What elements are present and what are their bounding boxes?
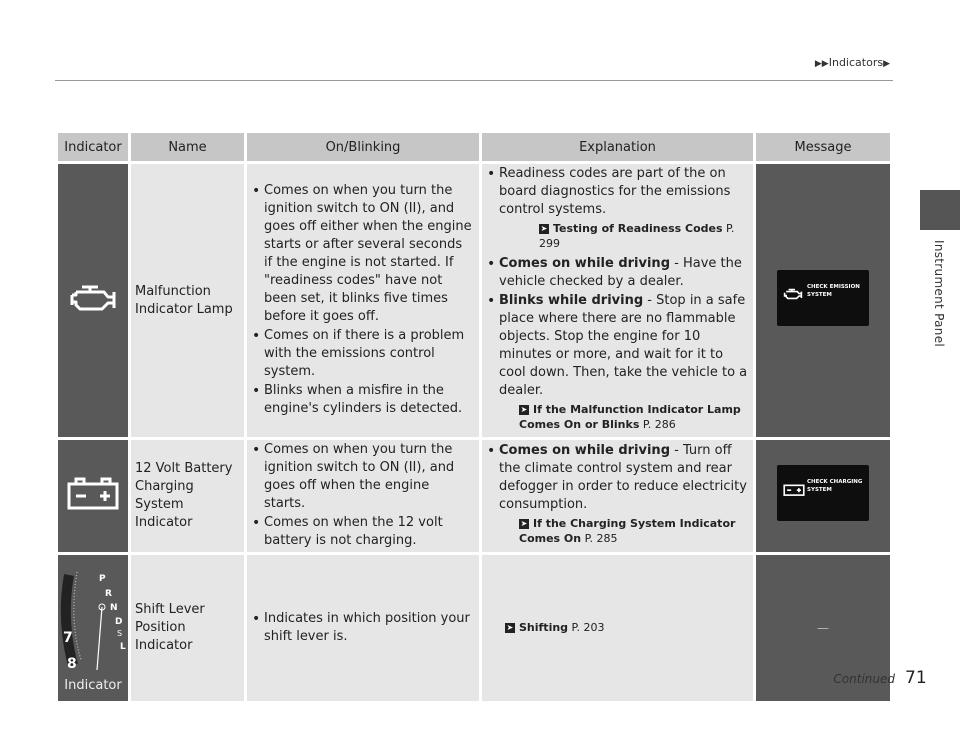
table-row — [58, 440, 890, 552]
explanation-bold: Blinks while driving — [499, 293, 644, 308]
on-blinking-cell — [247, 164, 479, 437]
message-display — [777, 465, 869, 521]
battery-icon — [66, 476, 120, 510]
header-indicator: Indicator — [58, 133, 128, 161]
indicator-cell — [58, 555, 128, 701]
cross-reference[interactable] — [499, 221, 748, 251]
header-name: Name — [131, 133, 244, 161]
check-engine-icon — [783, 287, 803, 301]
table-header-row — [58, 133, 890, 161]
explanation-bold: Comes on while driving — [499, 256, 670, 271]
explanation-text: Readiness codes are part of the on board diagnostics for the emissions control systems. — [499, 166, 731, 217]
reference-page: P. 286 — [642, 418, 676, 431]
explanation-bold: Comes on while driving — [499, 443, 670, 458]
gauge-letter: L — [120, 642, 126, 652]
name-cell: 12 Volt Battery Charging System Indicator — [131, 440, 244, 552]
reference-arrow-icon: ➤ — [520, 519, 528, 528]
message-cell — [756, 164, 890, 437]
table-row — [58, 164, 890, 437]
reference-title: If the Malfunction Indicator Lamp Comes On or Blinks — [519, 403, 741, 431]
section-tab — [920, 190, 960, 230]
list-item — [483, 442, 748, 546]
no-message: — — [817, 620, 829, 635]
page-number: 71 — [905, 668, 927, 688]
list-item — [483, 292, 748, 432]
cross-reference[interactable] — [483, 620, 752, 635]
list-item — [483, 165, 748, 251]
name-cell: Shift Lever Position Indicator — [131, 555, 244, 701]
explanation-text: - Stop in a safe place where there are no flammable objects. Stop the engine for 10 minutes or more, and wait for it to cool down. Then, take the vehicle to a dealer. — [499, 293, 748, 398]
cross-reference[interactable] — [499, 402, 748, 432]
indicators-table — [55, 130, 893, 704]
header-explanation: Explanation — [482, 133, 753, 161]
check-engine-icon — [68, 281, 118, 315]
header-divider — [55, 80, 893, 81]
reference-page: P. 285 — [584, 532, 618, 545]
reference-title: If the Charging System Indicator Comes On — [519, 517, 736, 545]
indicator-cell — [58, 440, 128, 552]
cross-reference[interactable] — [499, 516, 748, 546]
gauge-letter: R — [105, 589, 112, 599]
battery-icon — [783, 482, 805, 496]
on-blinking-cell — [247, 555, 479, 701]
explanation-cell — [482, 164, 753, 437]
gauge-letter: N — [110, 603, 118, 613]
reference-title: Shifting — [519, 620, 569, 634]
explanation-text: - Turn off the climate control system and rear defogger in order to reduce electricity consumption. — [499, 443, 747, 512]
name-cell: Malfunction Indicator Lamp — [131, 164, 244, 437]
reference-page: P. 299 — [539, 222, 735, 250]
gauge-letter: D — [115, 617, 123, 627]
table-row — [58, 555, 890, 701]
breadcrumb-text: Indicators — [828, 56, 884, 69]
message-cell — [756, 440, 890, 552]
indicator-cell — [58, 164, 128, 437]
explanation-cell — [482, 440, 753, 552]
message-text: CHECK EMISSION SYSTEM — [807, 283, 860, 298]
header-on-blinking: On/Blinking — [247, 133, 479, 161]
continued-label: Continued — [833, 672, 895, 686]
list-item: • Comes on when the 12 volt battery is not charging. — [248, 514, 474, 550]
gauge-letter: P — [99, 574, 106, 584]
gauge-letter: S — [117, 629, 123, 638]
shift-gauge-icon — [59, 560, 129, 670]
on-blinking-cell — [247, 440, 479, 552]
message-display — [777, 270, 869, 326]
list-item: • Comes on if there is a problem with the emissions control system. — [248, 327, 474, 381]
list-item: • Comes on when you turn the ignition switch to ON (II), and goes off either when the engine starts or after several seconds if the engine is not started. If "readiness codes" have not been set, it blinks five times before it goes off. — [248, 182, 474, 326]
reference-arrow-icon: ➤ — [540, 224, 548, 233]
breadcrumb: ▶▶Indicators▶ — [814, 56, 890, 69]
gauge-number: 8 — [67, 656, 77, 670]
explanation-text: - Have the vehicle checked by a dealer. — [499, 256, 742, 289]
header-message: Message — [756, 133, 890, 161]
reference-arrow-icon: ➤ — [520, 405, 528, 414]
list-item: • Indicates in which position your shift lever is. — [248, 610, 474, 646]
list-item: • Comes on when you turn the ignition switch to ON (II), and goes off when the engine starts. — [248, 441, 474, 513]
section-label: Instrument Panel — [932, 240, 946, 348]
reference-page: P. 203 — [571, 620, 605, 634]
list-item: • Blinks when a misfire in the engine's cylinders is detected. — [248, 382, 474, 418]
reference-title: Testing of Readiness Codes — [553, 222, 723, 235]
indicator-caption: Indicator — [64, 678, 122, 693]
message-text: CHECK CHARGING SYSTEM — [807, 479, 863, 493]
list-item — [483, 255, 748, 291]
reference-arrow-icon: ➤ — [506, 622, 514, 632]
gauge-number: 7 — [63, 630, 73, 646]
explanation-cell — [482, 555, 753, 701]
